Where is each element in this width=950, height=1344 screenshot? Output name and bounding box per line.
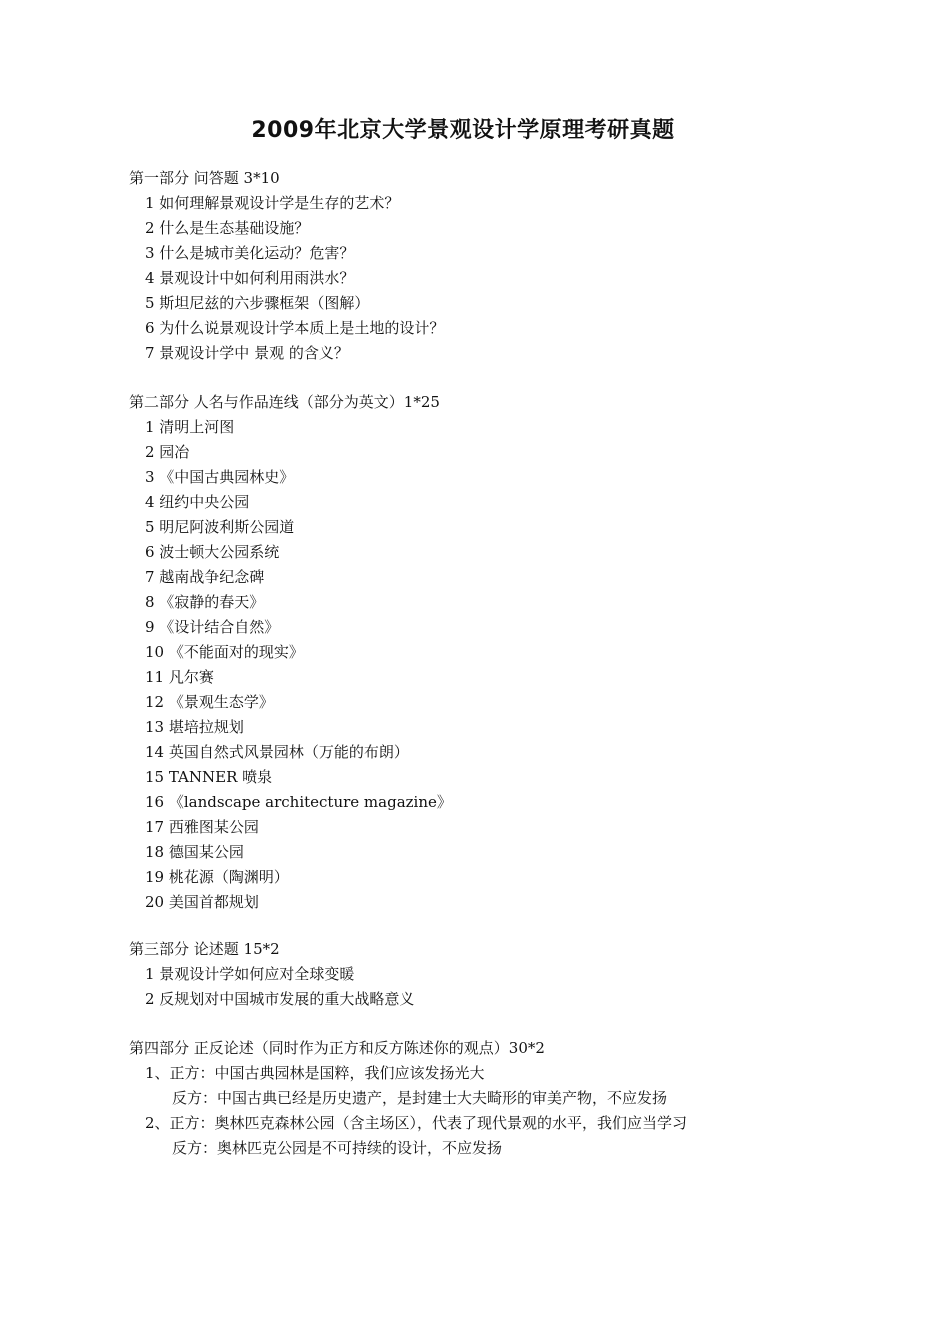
section-heading: 第二部分 人名与作品连线（部分为英文）1*25 bbox=[129, 393, 440, 411]
section-matching bbox=[129, 390, 849, 915]
list-item: 13 堪培拉规划 bbox=[145, 718, 244, 736]
list-item: 1 如何理解景观设计学是生存的艺术？ bbox=[145, 194, 400, 212]
list-item: 1、正方：中国古典园林是国粹，我们应该发扬光大 bbox=[145, 1064, 485, 1082]
list-item: 4 纽约中央公园 bbox=[145, 493, 250, 511]
list-item: 7 越南战争纪念碑 bbox=[145, 568, 265, 586]
list-item: 10 《不能面对的现实》 bbox=[145, 643, 304, 661]
section-essay bbox=[129, 937, 849, 1012]
list-item: 7 景观设计学中 景观 的含义？ bbox=[145, 344, 349, 362]
list-item: 17 西雅图某公园 bbox=[145, 818, 259, 836]
list-item: 4 景观设计中如何利用雨洪水？ bbox=[145, 269, 355, 287]
list-item: 6 波士顿大公园系统 bbox=[145, 543, 280, 561]
list-item: 20 美国首都规划 bbox=[145, 893, 259, 911]
document-title: 2009年北京大学景观设计学原理考研真题 bbox=[251, 118, 675, 143]
list-item: 2、正方：奥林匹克森林公园（含主场区），代表了现代景观的水平，我们应当学习 bbox=[145, 1114, 688, 1132]
list-item: 11 凡尔赛 bbox=[145, 668, 214, 686]
list-item: 1 景观设计学如何应对全球变暖 bbox=[145, 965, 355, 983]
list-item: 2 反规划对中国城市发展的重大战略意义 bbox=[145, 990, 415, 1008]
list-item: 14 英国自然式风景园林（万能的布朗） bbox=[145, 743, 409, 761]
list-item: 反方：奥林匹克公园是不可持续的设计，不应发扬 bbox=[172, 1139, 503, 1157]
section-debate bbox=[129, 1036, 849, 1161]
list-item: 5 明尼阿波利斯公园道 bbox=[145, 518, 295, 536]
list-item: 15 TANNER 喷泉 bbox=[145, 768, 273, 786]
list-item: 2 园冶 bbox=[145, 443, 190, 461]
list-item: 16 《landscape architecture magazine》 bbox=[145, 793, 452, 811]
list-item: 反方：中国古典已经是历史遗产，是封建士大夫畸形的审美产物，不应发扬 bbox=[172, 1089, 668, 1107]
list-item: 5 斯坦尼兹的六步骤框架（图解） bbox=[145, 294, 370, 312]
section-heading: 第三部分 论述题 15*2 bbox=[129, 940, 280, 958]
list-item: 8 《寂静的春天》 bbox=[145, 593, 265, 611]
list-item: 1 清明上河图 bbox=[145, 418, 235, 436]
list-item: 3 《中国古典园林史》 bbox=[145, 468, 295, 486]
list-item: 19 桃花源（陶渊明） bbox=[145, 868, 289, 886]
list-item: 3 什么是城市美化运动？危害？ bbox=[145, 244, 355, 262]
section-heading: 第一部分 问答题 3*10 bbox=[129, 169, 280, 187]
list-item: 18 德国某公园 bbox=[145, 843, 244, 861]
list-item: 9 《设计结合自然》 bbox=[145, 618, 280, 636]
list-item: 6 为什么说景观设计学本质上是土地的设计？ bbox=[145, 319, 445, 337]
list-item: 2 什么是生态基础设施？ bbox=[145, 219, 310, 237]
section-heading: 第四部分 正反论述（同时作为正方和反方陈述你的观点）30*2 bbox=[129, 1039, 545, 1057]
list-item: 12 《景观生态学》 bbox=[145, 693, 274, 711]
section-question-answer bbox=[129, 166, 849, 366]
